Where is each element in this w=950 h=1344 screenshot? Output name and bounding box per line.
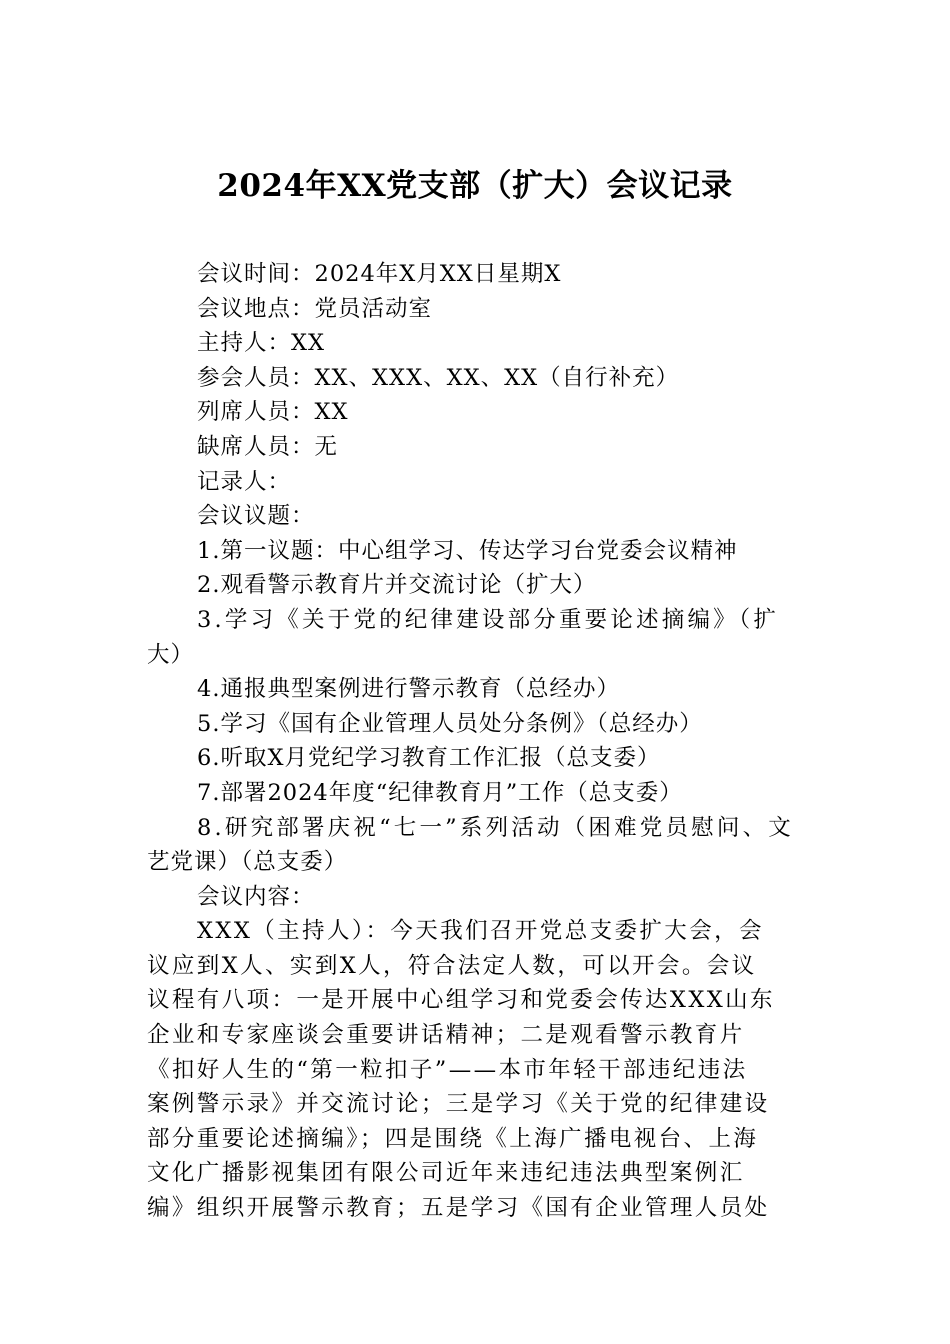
meeting-location: 会议地点：党员活动室 xyxy=(197,295,433,322)
topic-item: 4.通报典型案例进行警示教育（总经办） xyxy=(197,676,620,703)
content-heading: 会议内容： xyxy=(197,883,315,910)
content-paragraph-line: 编》组织开展警示教育；五是学习《国有企业管理人员处 xyxy=(147,1195,770,1222)
content-paragraph-line: 议应到X人、实到X人，符合法定人数，可以开会。会议 xyxy=(147,952,757,979)
topic-item-continuation: 大） xyxy=(147,641,195,668)
content-paragraph-line: 《扣好人生的“第一粒扣子”——本市年轻干部违纪违法 xyxy=(147,1056,748,1083)
content-paragraph-line: 议程有八项：一是开展中心组学习和党委会传达XXX山东 xyxy=(147,987,775,1014)
content-paragraph-line: 案例警示录》并交流讨论；三是学习《关于党的纪律建设 xyxy=(147,1091,770,1118)
meeting-recorder: 记录人： xyxy=(197,468,292,495)
topic-item: 7.部署2024年度“纪律教育月”工作（总支委） xyxy=(197,779,683,806)
topic-item: 2.观看警示教育片并交流讨论（扩大） xyxy=(197,572,597,599)
document-body xyxy=(147,257,807,1226)
topic-item: 6.听取X月党纪学习教育工作汇报（总支委） xyxy=(197,745,661,772)
content-paragraph-line: 企业和专家座谈会重要讲话精神；二是观看警示教育片 xyxy=(147,1022,745,1049)
content-paragraph-line: 文化广播影视集团有限公司近年来违纪违法典型案例汇 xyxy=(147,1160,745,1187)
meeting-observers: 列席人员：XX xyxy=(197,399,349,426)
content-paragraph-line: XXX（主持人）：今天我们召开党总支委扩大会，会 xyxy=(197,918,764,945)
meeting-absentees: 缺席人员：无 xyxy=(197,433,339,460)
topic-item: 8.研究部署庆祝“七一”系列活动（困难党员慰问、文 xyxy=(197,814,794,841)
meeting-topics-heading: 会议议题： xyxy=(197,503,315,530)
meeting-attendees: 参会人员：XX、XXX、XX、XX（自行补充） xyxy=(197,364,680,391)
topic-item: 1.第一议题：中心组学习、传达学习台党委会议精神 xyxy=(197,537,738,564)
topic-item: 5.学习《国有企业管理人员处分条例》（总经办） xyxy=(197,710,703,737)
meeting-time: 会议时间：2024年X月XX日星期X xyxy=(197,261,562,287)
topic-item-continuation: 艺党课）（总支委） xyxy=(147,849,348,876)
topic-item: 3.学习《关于党的纪律建设部分重要论述摘编》（扩 xyxy=(197,606,780,633)
document-title: 2024年XX党支部（扩大）会议记录 xyxy=(217,168,733,204)
meeting-host: 主持人：XX xyxy=(197,330,326,357)
content-paragraph-line: 部分重要论述摘编》；四是围绕《上海广播电视台、上海 xyxy=(147,1125,759,1152)
